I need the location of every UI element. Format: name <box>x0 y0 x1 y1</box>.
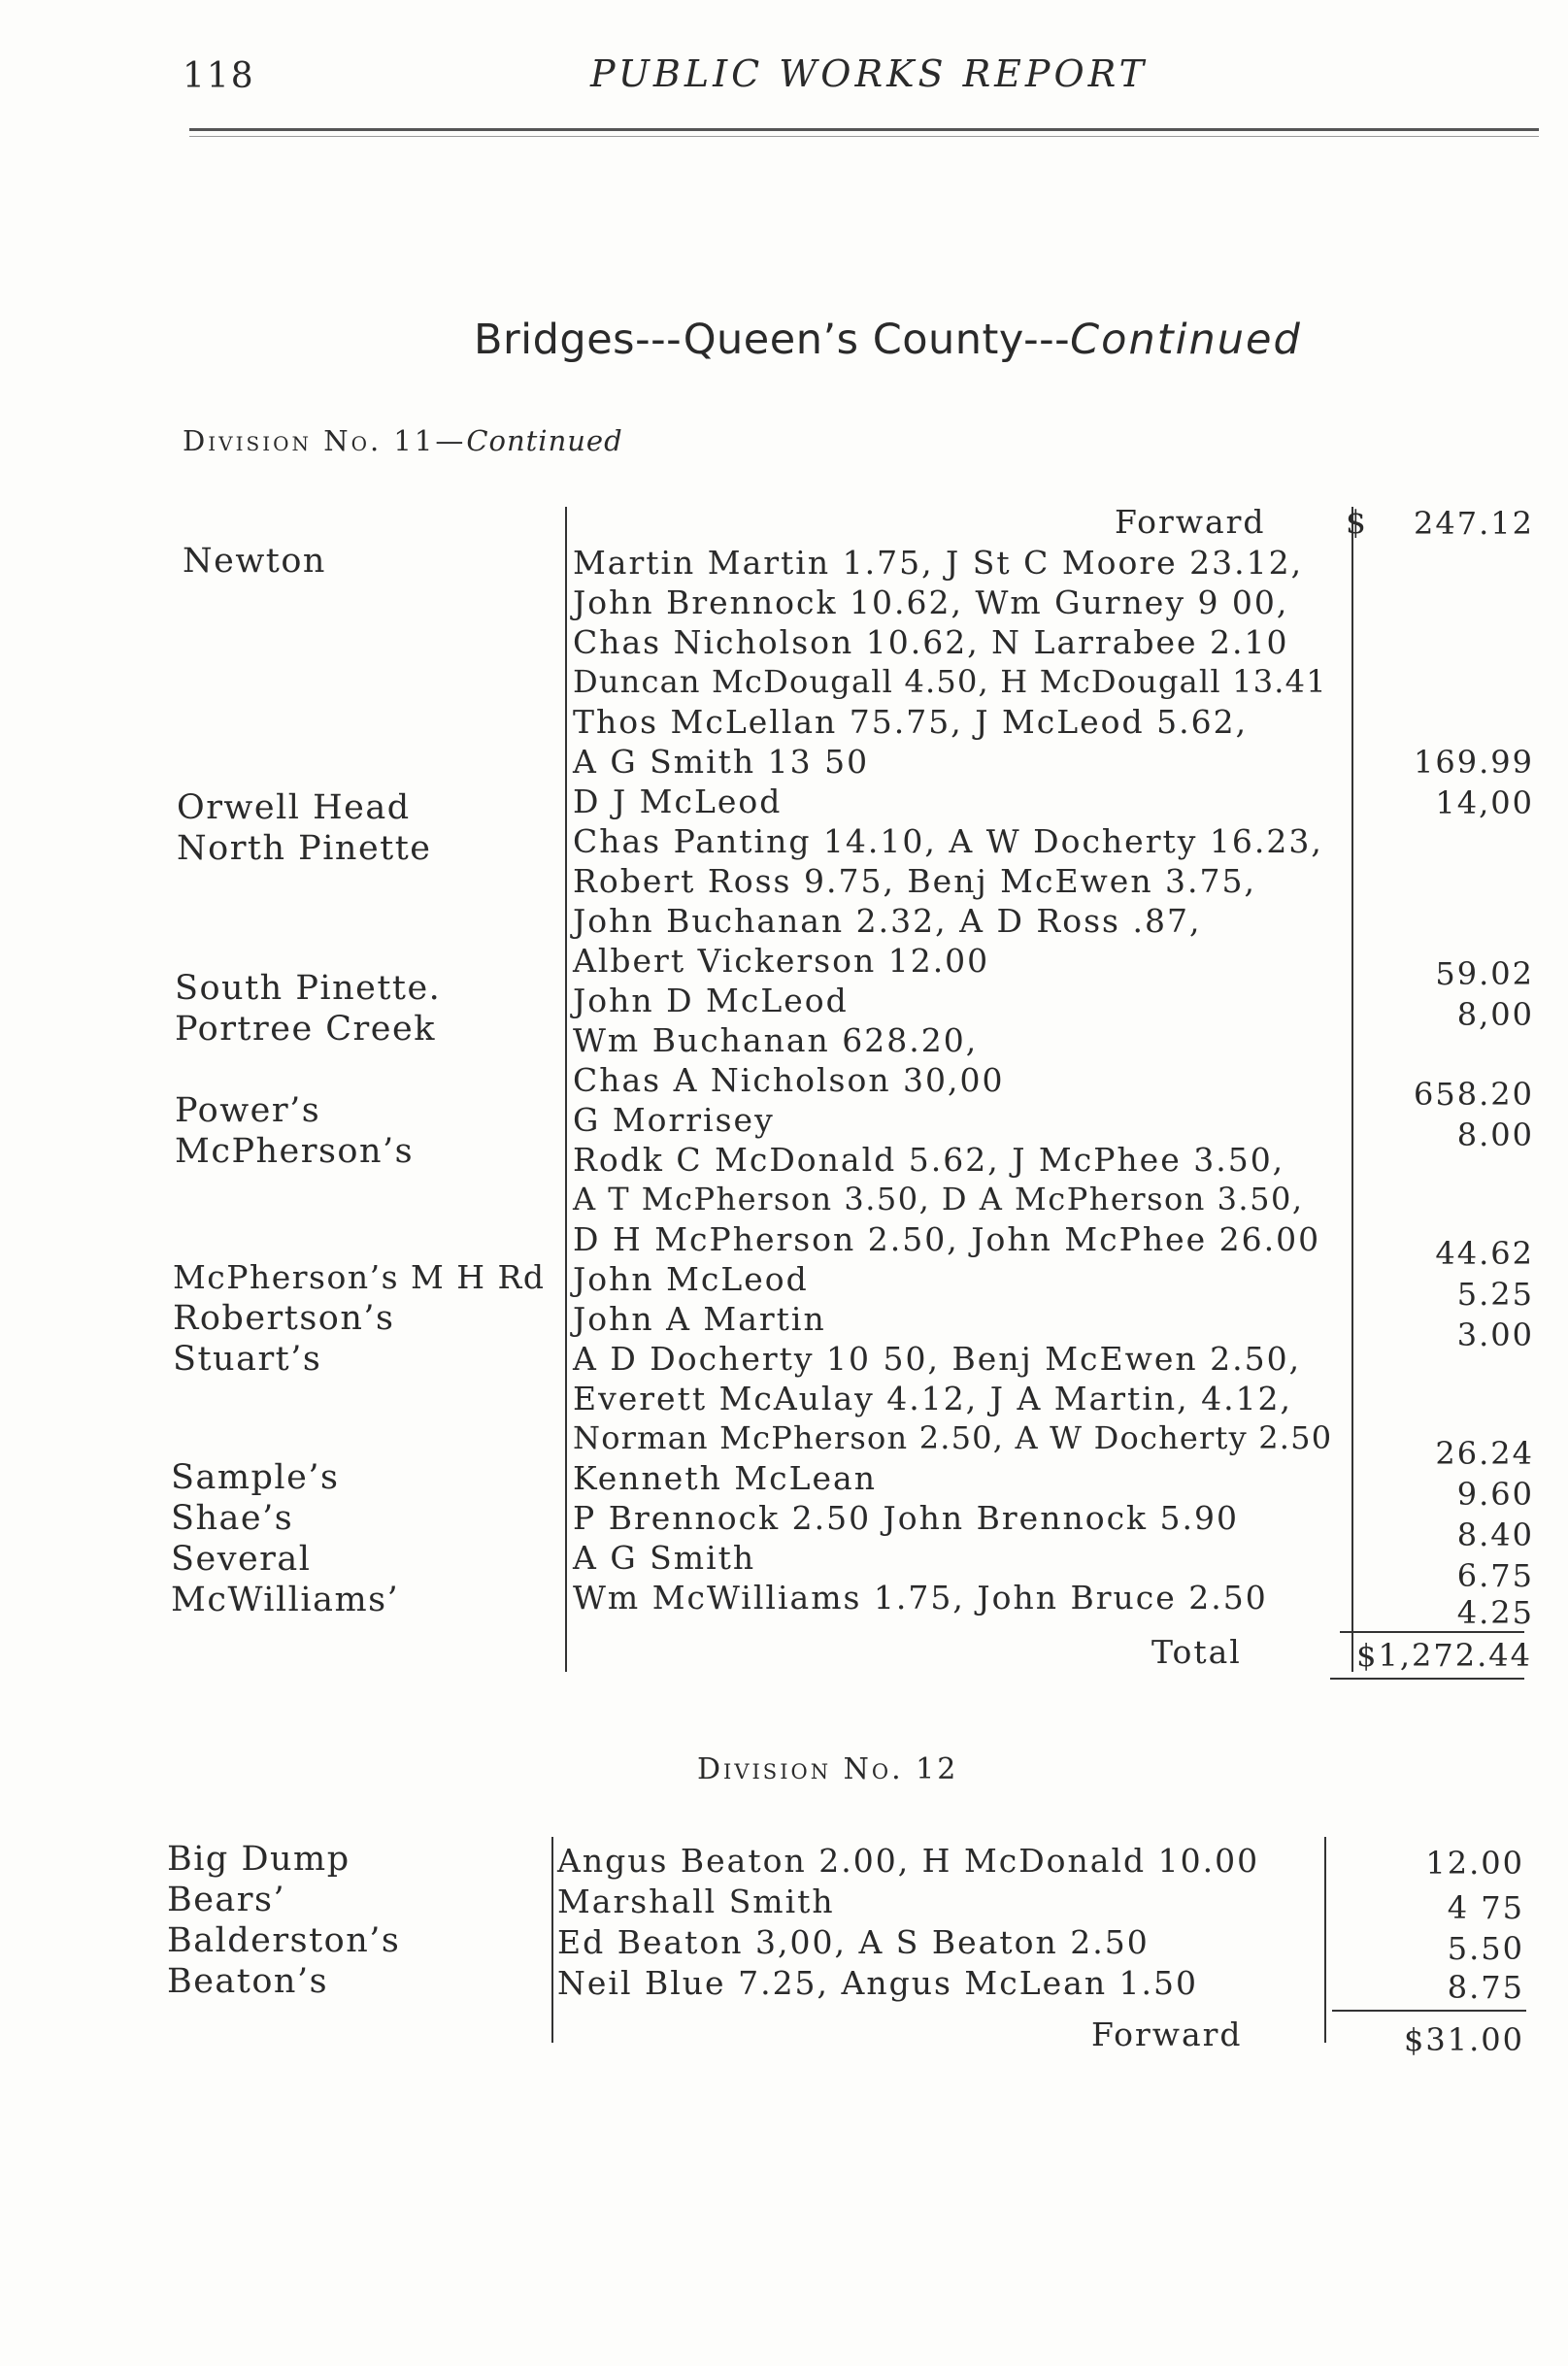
entry-line: P Brennock 2.50 John Brennock 5.90 <box>573 1499 1240 1537</box>
amount: 9.60 <box>1456 1476 1534 1513</box>
amount: 658.20 <box>1414 1076 1534 1113</box>
location-label: McPherson’s <box>175 1132 415 1171</box>
header-rule <box>189 128 1539 131</box>
amount: 44.62 <box>1435 1235 1534 1272</box>
entry-line: John A Martin <box>573 1300 826 1338</box>
entry-line: Thos McLellan 75.75, J McLeod 5.62, <box>573 703 1249 741</box>
amount-column-rule <box>1324 1837 1326 2043</box>
location-label: Robertson’s <box>173 1299 395 1338</box>
header-rule-thin <box>189 136 1539 137</box>
location-label: Orwell Head <box>177 788 411 827</box>
amount: 8.00 <box>1456 1116 1534 1153</box>
total-label: Total <box>1151 1633 1242 1671</box>
entry-line: John McLeod <box>573 1260 809 1298</box>
entry-line: Chas Panting 14.10, A W Docherty 16.23, <box>573 822 1323 860</box>
location-label: Newton <box>183 542 326 581</box>
amount: 169.99 <box>1414 744 1534 781</box>
division-11-heading <box>183 424 623 457</box>
entry-line: Neil Blue 7.25, Angus McLean 1.50 <box>557 1964 1199 2002</box>
forward-rule <box>1332 2010 1526 2012</box>
location-label: Power’s <box>175 1091 321 1130</box>
location-label: Sample’s <box>171 1458 340 1497</box>
amount: 59.02 <box>1435 955 1534 992</box>
page-title <box>474 316 1302 364</box>
running-title: PUBLIC WORKS REPORT <box>590 52 1148 95</box>
amount: 8.40 <box>1456 1516 1534 1553</box>
entry-line: A G Smith <box>573 1539 756 1577</box>
amount: 4.25 <box>1456 1594 1534 1631</box>
amount: 5.50 <box>1447 1930 1524 1967</box>
total-rule <box>1340 1631 1524 1633</box>
entry-line: John D McLeod <box>573 982 849 1019</box>
page-title-main: Bridges---Queen’s County--- <box>474 316 1071 364</box>
entry-line: D J McLeod <box>573 783 783 820</box>
entry-line: Albert Vickerson 12.00 <box>573 942 990 980</box>
entry-line: Rodk C McDonald 5.62, J McPhee 3.50, <box>573 1141 1285 1179</box>
division-11-label: Division No. 11— <box>183 424 467 457</box>
entry-line: Marshall Smith <box>557 1883 835 1920</box>
amount: 12.00 <box>1425 1845 1524 1882</box>
forward-amount: 247.12 <box>1414 505 1534 542</box>
amount: 5.25 <box>1456 1276 1534 1313</box>
division-12-forward-label: Forward <box>1091 2016 1243 2053</box>
amount: 4 75 <box>1447 1889 1524 1926</box>
entry-line: A D Docherty 10 50, Benj McEwen 2.50, <box>573 1340 1302 1378</box>
location-label: North Pinette <box>177 829 432 868</box>
location-label: South Pinette. <box>175 969 442 1008</box>
entry-line: A G Smith 13 50 <box>573 743 870 781</box>
amount: 6.75 <box>1456 1557 1534 1594</box>
entry-line: Kenneth McLean <box>573 1459 877 1497</box>
entry-line: Chas Nicholson 10.62, N Larrabee 2.10 <box>573 623 1289 661</box>
division-11-continued: Continued <box>466 424 623 457</box>
location-label: Several <box>171 1540 312 1579</box>
entry-line: Duncan McDougall 4.50, H McDougall 13.41 <box>573 663 1327 700</box>
entry-line: John Brennock 10.62, Wm Gurney 9 00, <box>573 583 1289 621</box>
forward-label: Forward <box>1115 503 1266 541</box>
forward-dollar: $ <box>1346 503 1368 541</box>
entry-line: Martin Martin 1.75, J St C Moore 23.12, <box>573 544 1304 582</box>
location-label: Big Dump <box>167 1840 350 1879</box>
amount: 8,00 <box>1456 996 1534 1033</box>
total-amount: $1,272.44 <box>1356 1637 1532 1674</box>
entry-line: Everett McAulay 4.12, J A Martin, 4.12, <box>573 1380 1293 1417</box>
entry-line: Wm Buchanan 628.20, <box>573 1021 979 1059</box>
column-rule <box>565 507 567 1672</box>
location-label: Beaton’s <box>167 1962 329 2001</box>
page-number: 118 <box>183 56 255 96</box>
entry-line: Chas A Nicholson 30,00 <box>573 1061 1005 1099</box>
total-underline <box>1330 1678 1524 1680</box>
amount: 26.24 <box>1435 1435 1534 1472</box>
entry-line: Norman McPherson 2.50, A W Docherty 2.50 <box>573 1419 1333 1456</box>
amount: 8.75 <box>1447 1969 1524 2006</box>
division-12-heading: Division No. 12 <box>697 1752 959 1786</box>
column-rule <box>551 1837 553 2043</box>
location-label: Balderston’s <box>167 1921 401 1960</box>
location-label: McWilliams’ <box>171 1581 400 1619</box>
page-title-continued: Continued <box>1070 316 1302 364</box>
entry-line: John Buchanan 2.32, A D Ross .87, <box>573 902 1202 940</box>
location-label: Stuart’s <box>173 1340 322 1379</box>
entry-line: D H McPherson 2.50, John McPhee 26.00 <box>573 1220 1321 1258</box>
amount: 14,00 <box>1435 784 1534 821</box>
entry-line: Ed Beaton 3,00, A S Beaton 2.50 <box>557 1923 1150 1961</box>
location-label: Shae’s <box>171 1499 294 1538</box>
entry-line: A T McPherson 3.50, D A McPherson 3.50, <box>573 1181 1304 1217</box>
amount: 3.00 <box>1456 1316 1534 1353</box>
entry-line: Angus Beaton 2.00, H McDonald 10.00 <box>557 1842 1260 1880</box>
entry-line: G Morrisey <box>573 1101 775 1139</box>
entry-line: Robert Ross 9.75, Benj McEwen 3.75, <box>573 862 1257 900</box>
division-12-forward-amount: $31.00 <box>1404 2021 1524 2058</box>
location-label: McPherson’s M H Rd <box>173 1258 546 1296</box>
amount-column-rule <box>1351 507 1353 1672</box>
location-label: Bears’ <box>167 1881 286 1919</box>
entry-line: Wm McWilliams 1.75, John Bruce 2.50 <box>573 1579 1268 1616</box>
location-label: Portree Creek <box>175 1010 436 1049</box>
